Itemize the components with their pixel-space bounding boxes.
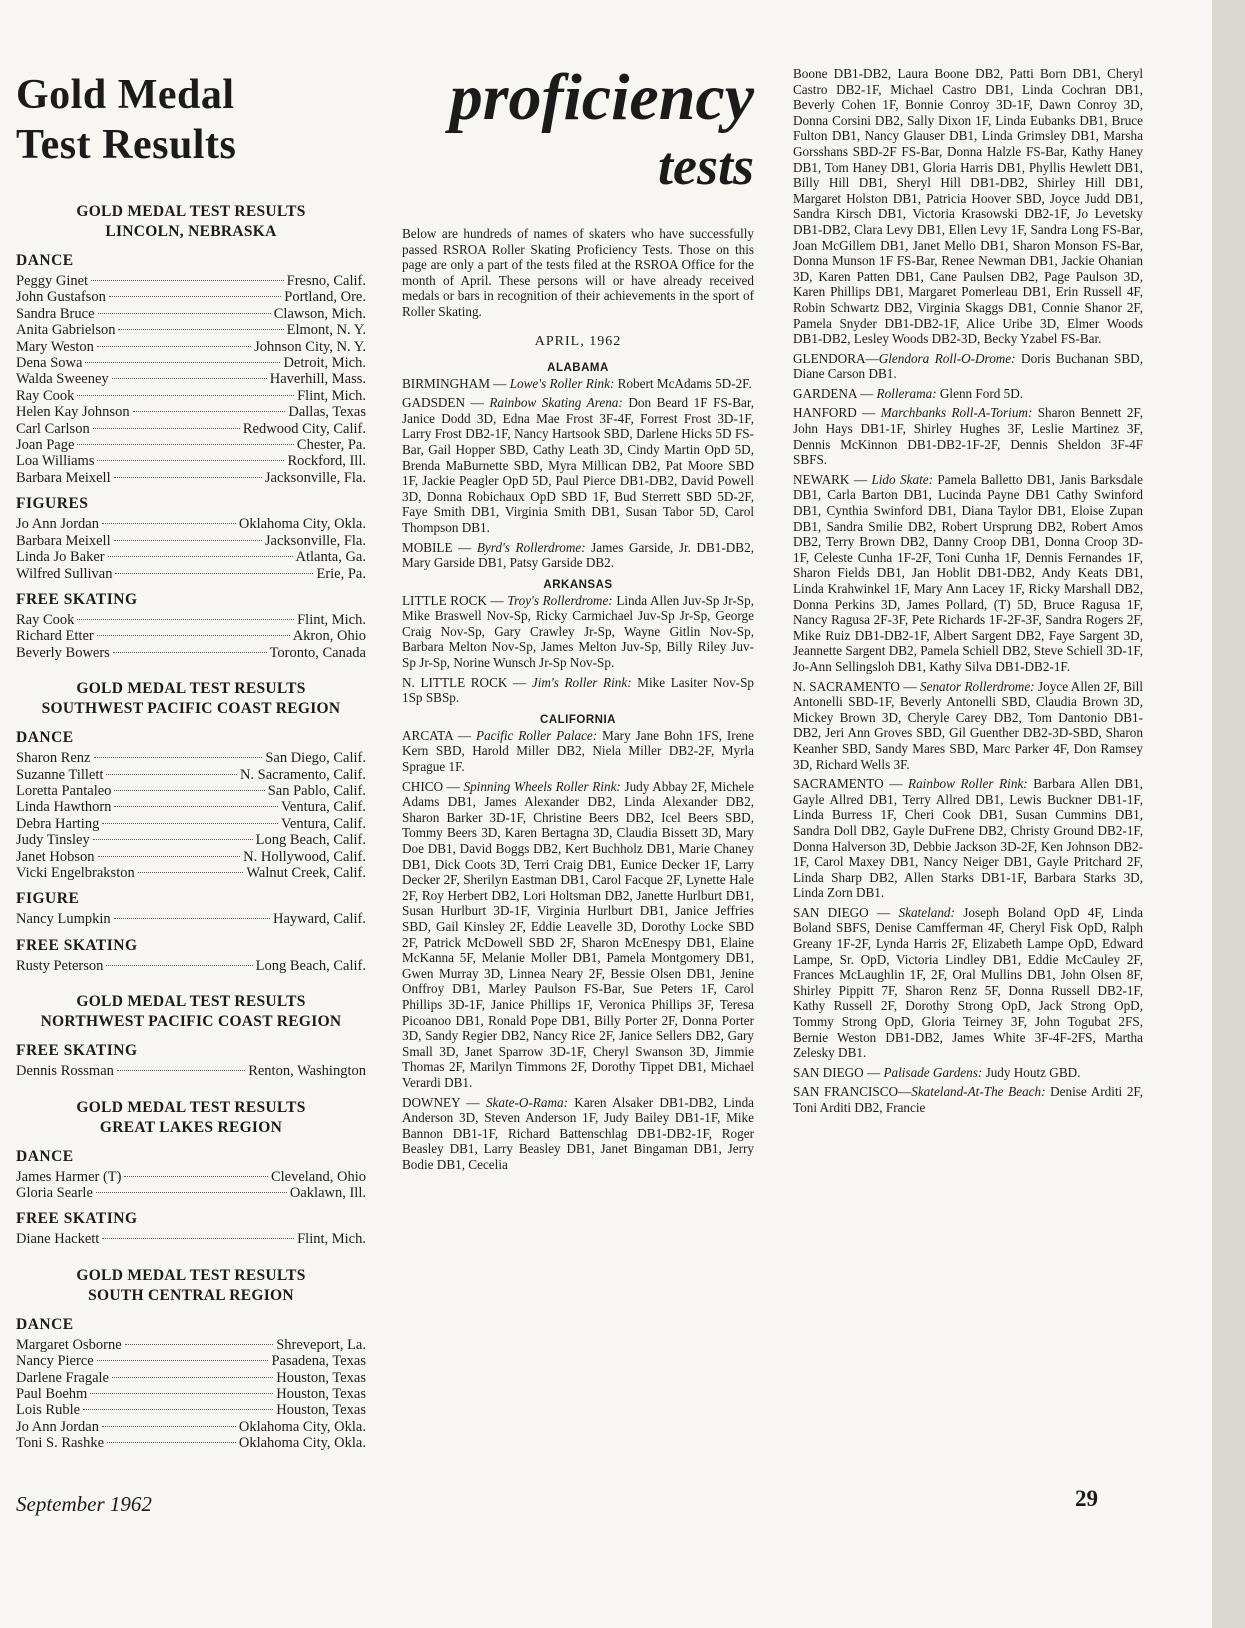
- skater-name: Barbara Meixell: [16, 532, 111, 549]
- skater-name: Judy Tinsley: [16, 832, 90, 849]
- result-row: [16, 549, 366, 565]
- skater-hometown: N. Sacramento, Calif.: [239, 766, 366, 783]
- section-heading: [16, 992, 366, 1032]
- rink-name: Marchbanks Roll-A-Torium:: [880, 405, 1033, 421]
- section-heading-line: GREAT LAKES REGION: [99, 1118, 283, 1136]
- rink-paragraph: [402, 1095, 754, 1173]
- result-row: [16, 322, 366, 338]
- dot-leader: [112, 378, 267, 379]
- category-heading: FIGURES: [16, 495, 89, 513]
- em-dash: —: [507, 674, 532, 690]
- issue-date: September 1962: [16, 1492, 152, 1516]
- skater-hometown: Elmont, N. Y.: [286, 322, 366, 339]
- dot-leader: [97, 1360, 269, 1361]
- title-line: Gold Medal: [16, 72, 235, 118]
- category-heading: FIGURE: [16, 890, 80, 908]
- category-heading: DANCE: [16, 729, 74, 747]
- skater-name: Sharon Renz: [16, 750, 91, 767]
- rink-paragraph: [402, 395, 754, 535]
- rink-name: Glendora Roll-O-Drome:: [878, 350, 1016, 366]
- dot-leader: [98, 856, 241, 857]
- rink-paragraph: [793, 386, 1143, 402]
- em-dash: —: [883, 776, 909, 792]
- dot-leader: [77, 395, 294, 396]
- skater-name: Loretta Pantaleo: [16, 782, 112, 799]
- state-heading: CALIFORNIA: [540, 713, 616, 726]
- result-row: [16, 421, 366, 437]
- section-heading: [16, 1266, 366, 1306]
- em-dash: —: [898, 1084, 912, 1100]
- skater-hometown: Jacksonville, Fla.: [264, 469, 366, 486]
- dot-leader: [117, 1070, 245, 1071]
- em-dash: —: [452, 539, 477, 555]
- skater-hometown: San Diego, Calif.: [265, 750, 366, 767]
- section-heading-line: LINCOLN, NEBRASKA: [105, 223, 277, 240]
- skater-hometown: Renton, Washington: [248, 1063, 366, 1080]
- skater-name: Joan Page: [16, 437, 75, 454]
- dot-leader: [97, 460, 284, 461]
- state-blocks: [402, 362, 754, 1173]
- result-row: [16, 355, 366, 371]
- category-heading: FREE SKATING: [16, 936, 138, 954]
- intro-paragraph: Below are hundreds of names of skaters who have successfully passed RSROA Roller Skating Proficiency Tests. Those on this page are only a part of the tests filed at the RSROA Office for the month of April. These persons will or have already received medals or bars in recognition of their achievements in the sport of Roller Skating.: [402, 226, 754, 319]
- rink-name: Rainbow Skating Arena:: [489, 395, 623, 411]
- section-heading-line: GOLD MEDAL TEST RESULTS: [76, 680, 306, 698]
- dot-leader: [102, 523, 236, 524]
- skater-name: Margaret Osborne: [16, 1336, 122, 1353]
- dot-leader: [93, 428, 240, 429]
- result-row: [16, 533, 366, 549]
- result-row: [16, 849, 366, 865]
- skater-name: Carl Carlson: [16, 420, 90, 437]
- skater-name: Janet Hobson: [16, 848, 95, 865]
- continued-column: [793, 66, 1143, 1120]
- dot-leader: [138, 872, 244, 873]
- skater-name: Linda Hawthorn: [16, 799, 112, 816]
- em-dash: —: [465, 395, 490, 411]
- dot-leader: [118, 329, 283, 330]
- result-row: [16, 628, 366, 644]
- skater-name: Diane Hackett: [16, 1231, 100, 1248]
- city-name: BIRMINGHAM: [402, 375, 490, 391]
- dot-leader: [125, 1344, 274, 1345]
- test-results-text: Linda Allen Juv-Sp Jr-Sp, Mike Braswell Nov-Sp, Ricky Carmichael Juv-Sp Jr-Sp, George Craig Nov-Sp, Gary Crawley Jr-Sp, Wayne Gitlin Nov-Sp, Barbara Melton Nov-Sp, James Melton Juv-Sp, Billy Riley Juv-Sp Jr-Sp, Norine Wunsch Jr-Sp Nov-Sp.: [402, 592, 755, 671]
- skater-hometown: N. Hollywood, Calif.: [243, 848, 366, 865]
- skater-hometown: Oklahoma City, Okla.: [238, 1435, 366, 1452]
- skater-hometown: Walnut Creek, Calif.: [246, 864, 366, 881]
- state-heading: ALABAMA: [547, 361, 609, 374]
- page-number: 29: [1075, 1486, 1098, 1511]
- dot-leader: [77, 444, 294, 445]
- em-dash: —: [899, 678, 921, 694]
- skater-hometown: Fresno, Calif.: [286, 273, 366, 289]
- dot-leader: [90, 1393, 273, 1394]
- test-results-text: Mike Lasiter Nov-Sp 1Sp SBSp.: [402, 674, 755, 706]
- skater-name: Lois Ruble: [16, 1402, 81, 1419]
- result-row: [16, 306, 366, 322]
- result-row: [16, 612, 366, 628]
- skater-hometown: Flint, Mich.: [297, 387, 366, 404]
- result-row: [16, 832, 366, 848]
- skater-name: Walda Sweeney: [16, 371, 109, 388]
- skater-hometown: Ventura, Calif.: [281, 799, 366, 816]
- test-results-text: Karen Alsaker DB1-DB2, Linda Anderson 3D, Steven Anderson 1F, Judy Bailey DB1-1F, Mike Bannon DB1-1F, Richard Battenschlag DB1-DB2-1F, Roger Beasley DB1, Larry Beasley DB1, Janet Bingaman DB1, Jerry Bodie DB1, Cecelia: [402, 1094, 755, 1172]
- title-line: Test Results: [16, 122, 237, 168]
- rink-paragraph: [402, 593, 754, 671]
- skater-name: Suzanne Tillett: [16, 766, 104, 783]
- skater-hometown: Atlanta, Ga.: [295, 549, 366, 566]
- rink-paragraph: [793, 679, 1143, 773]
- skater-hometown: Redwood City, Calif.: [242, 420, 366, 437]
- dot-leader: [107, 1442, 236, 1443]
- dot-leader: [114, 540, 262, 541]
- result-row: [16, 289, 366, 305]
- skater-hometown: Houston, Texas: [276, 1386, 366, 1403]
- rink-paragraph: [793, 405, 1143, 467]
- result-row: [16, 799, 366, 815]
- results-sections: [16, 202, 366, 1452]
- dot-leader: [102, 1426, 236, 1427]
- skater-hometown: Houston, Texas: [276, 1402, 366, 1419]
- section-heading-line: GOLD MEDAL TEST RESULTS: [76, 203, 306, 220]
- skater-hometown: Oklahoma City, Okla.: [238, 1418, 366, 1435]
- rink-paragraph: [402, 779, 754, 1091]
- rink-paragraph: [402, 675, 754, 706]
- result-row: [16, 388, 366, 404]
- test-results-text: Robert McAdams 5D-2F.: [617, 375, 752, 391]
- result-row: [16, 516, 366, 532]
- test-results-text: Barbara Allen DB1, Gayle Allred DB1, Terry Allred DB1, Lewis Buckner DB1-1F, Linda Burress 1F, Cheri Cook DB1, Susan Cummins DB1, Sandra Doll DB2, Gayle DuFrene DB2, Christy Ground DB2-1F, Donna Halverson 3D, Debbie Jackson 3D-2F, Ken Johnson DB2-1F, Carol Maxey DB1, Nancy Neiger DB1, Gayle Pritchard 2F, Linda Sharp DB2, Allen Starks DB1-1F, Barbara Starks 3D, Linda Zorn DB1.: [793, 776, 1143, 901]
- dot-leader: [83, 1409, 273, 1410]
- skater-name: Loa Williams: [16, 453, 95, 470]
- rink-name: Skate-O-Rama:: [485, 1094, 568, 1110]
- dot-leader: [114, 918, 270, 919]
- em-dash: —: [856, 385, 877, 401]
- skater-hometown: Haverhill, Mass.: [269, 371, 366, 388]
- skater-name: Peggy Ginet: [16, 273, 89, 289]
- city-name: ARCATA: [402, 727, 453, 743]
- city-name: DOWNEY: [402, 1094, 461, 1110]
- skater-hometown: Flint, Mich.: [297, 611, 366, 628]
- test-results-text: Doris Buchanan SBD, Diane Carson DB1.: [793, 350, 1143, 382]
- test-results-text: Judy Houtz GBD.: [985, 1064, 1081, 1080]
- city-name: NEWARK: [793, 471, 850, 487]
- dot-leader: [98, 313, 271, 314]
- skater-name: Ray Cook: [16, 387, 75, 404]
- dot-leader: [113, 652, 267, 653]
- skater-name: Vicki Engelbrakston: [16, 864, 135, 881]
- result-row: [16, 404, 366, 420]
- rink-paragraph: [793, 905, 1143, 1061]
- skater-hometown: Cleveland, Ohio: [270, 1168, 366, 1185]
- result-row: [16, 1435, 366, 1451]
- section-heading-line: GOLD MEDAL TEST RESULTS: [76, 993, 306, 1011]
- category-heading: FREE SKATING: [16, 1210, 138, 1228]
- page-edge: [1212, 0, 1245, 1628]
- proficiency-column: [402, 61, 755, 1176]
- rink-paragraph: [402, 540, 754, 571]
- result-row: [16, 437, 366, 453]
- section-heading-line: SOUTHWEST PACIFIC COAST REGION: [41, 700, 341, 718]
- test-results-text: Boone DB1-DB2, Laura Boone DB2, Patti Born DB1, Cheryl Castro DB2-1F, Michael Castro DB1, Linda Cochran DB1, Beverly Cohen 1F, Bonnie Conroy 3D-1F, Dawn Conroy 3D, Donna Corsini DB2, Sally Dixon 1F, Linda Eubanks DB1, Bruce Fulton DB1, Nancy Glauser DB1, Linda Grimsley DB1, Marsha Gorsshans SBD-2F FS-Bar, Donna Halzle FS-Bar, Kathy Haney DB1, Tom Haney DB1, Gloria Harris DB1, Phyllis Hewlett DB1, Billy Hill DB1, Sheryl Hill DB1-DB2, Shirley Hill DB1, Margaret Holston DB1, Patricia Hoover SBD, Joyce Judd DB1, Sandra Kirsch DB1, Victoria Krasowski DB2-1F, Jo Levetsky DB1-DB2, Clara Levy DB1, Ellen Levy 1F, Sandra Long FS-Bar, Joan McGillem DB1, Janet Mello DB1, Sharon Monson FS-Bar, Donna Munson 1F FS-Bar, Renee Newman DB1, Jackie Ohanian 3D, Karen Patten DB1, Cane Paulsen DB2, Page Paulson 3D, Karen Phillips DB1, Margaret Pomerleau DB1, Erin Russell 4F, Robin Schwartz DB2, Virginia Skaggs DB1, Connie Shanor 2F, Pamela Snyder DB1-DB2-1F, Alice Uribe 3D, Elmer Woods DB1-DB2, Lesley Woods DB2-3D, Becky Yzabel FS-Bar.: [793, 66, 1143, 347]
- dot-leader: [85, 362, 280, 363]
- skater-name: John Gustafson: [16, 289, 106, 306]
- city-name: SAN FRANCISCO: [793, 1084, 899, 1100]
- dot-leader: [97, 346, 251, 347]
- rink-paragraph: [402, 728, 754, 775]
- category-heading: DANCE: [16, 1147, 74, 1165]
- skater-name: James Harmer (T): [16, 1168, 122, 1185]
- dot-leader: [93, 839, 253, 840]
- result-row: [16, 1353, 366, 1369]
- skater-name: Dennis Rossman: [16, 1063, 114, 1080]
- tests-title: tests: [657, 136, 754, 196]
- city-name: SAN DIEGO: [793, 1064, 864, 1080]
- rink-paragraph: [793, 351, 1143, 382]
- em-dash: —: [460, 1094, 486, 1110]
- result-row: [16, 767, 366, 783]
- result-row: [16, 1402, 366, 1418]
- result-row: [16, 470, 366, 486]
- skater-hometown: Pasadena, Texas: [271, 1353, 366, 1370]
- skater-hometown: Rockford, Ill.: [287, 453, 366, 470]
- city-name: LITTLE ROCK: [402, 592, 487, 608]
- result-row: [16, 1419, 366, 1435]
- result-row: [16, 1185, 366, 1201]
- rink-name: Jim's Roller Rink:: [531, 674, 632, 690]
- city-name: GARDENA: [793, 385, 857, 401]
- rink-paragraph: [793, 776, 1143, 901]
- skater-hometown: Portland, Ore.: [284, 289, 366, 306]
- category-heading: DANCE: [16, 1315, 74, 1333]
- skater-name: Nancy Lumpkin: [16, 911, 111, 928]
- skater-name: Wilfred Sullivan: [16, 565, 113, 582]
- skater-hometown: Clawson, Mich.: [273, 305, 366, 322]
- rink-name: Senator Rollerdrome:: [920, 678, 1035, 694]
- dot-leader: [106, 774, 237, 775]
- city-name: SAN DIEGO: [793, 904, 869, 920]
- rink-name: Troy's Rollerdrome:: [507, 592, 613, 608]
- result-row: [16, 958, 366, 974]
- dot-leader: [94, 757, 263, 758]
- dot-leader: [112, 1377, 273, 1378]
- dot-leader: [133, 411, 286, 412]
- dot-leader: [109, 296, 281, 297]
- skater-hometown: Akron, Ohio: [292, 628, 366, 645]
- month-heading: APRIL, 1962: [534, 333, 622, 349]
- city-name: GLENDORA: [793, 350, 866, 366]
- skater-hometown: Long Beach, Calif.: [255, 957, 366, 974]
- skater-name: Beverly Bowers: [16, 644, 110, 661]
- result-row: [16, 911, 366, 927]
- skater-name: Jo Ann Jordan: [16, 516, 99, 533]
- rink-name: Skateland:: [898, 904, 955, 920]
- rink-name: Rollerama:: [876, 385, 937, 401]
- city-name: GADSDEN: [402, 395, 466, 411]
- skater-hometown: Shreveport, La.: [276, 1336, 366, 1353]
- section-heading-line: GOLD MEDAL TEST RESULTS: [76, 1266, 306, 1284]
- dot-leader: [124, 1176, 267, 1177]
- result-row: [16, 783, 366, 799]
- em-dash: —: [849, 471, 872, 487]
- rink-paragraph: [793, 472, 1143, 675]
- skater-hometown: Jacksonville, Fla.: [264, 532, 366, 549]
- skater-hometown: Detroit, Mich.: [283, 355, 366, 372]
- proficiency-title: proficiency: [449, 61, 754, 134]
- test-results-text: Joyce Allen 2F, Bill Antonelli SBD-1F, Beverly Antonelli SBD, Claudia Brown 3D, Mickey Brown 3D, Cheryle Carey DB2, Tom Dantonio DB1-DB2, Jeri Ann Groves SBD, Gil Guenther DB2-3D-SBD, Sharon Keanher SBD, Sandy Mares SBD, Marc Parker 4F, Don Ramsey 3D, Richard Wells 3F.: [793, 678, 1143, 772]
- rink-name: Spinning Wheels Roller Rink:: [463, 778, 621, 794]
- skater-hometown: Long Beach, Calif.: [255, 832, 366, 849]
- dot-leader: [102, 823, 278, 824]
- test-results-text: Glenn Ford 5D.: [939, 385, 1024, 401]
- skater-name: Paul Boehm: [16, 1386, 88, 1403]
- skater-hometown: Oaklawn, Ill.: [289, 1185, 366, 1201]
- result-row: [16, 1231, 366, 1247]
- skater-hometown: Ventura, Calif.: [281, 815, 366, 832]
- skater-hometown: Chester, Pa.: [296, 437, 366, 454]
- rink-name: Byrd's Rollerdrome:: [476, 539, 586, 555]
- skater-name: Toni S. Rashke: [16, 1435, 104, 1452]
- rink-paragraph: [793, 66, 1143, 347]
- skater-name: Gloria Searle: [16, 1185, 93, 1201]
- result-row: [16, 371, 366, 387]
- rink-name: Lowe's Roller Rink:: [509, 375, 615, 391]
- category-heading: DANCE: [16, 252, 74, 269]
- skater-name: Helen Kay Johnson: [16, 404, 130, 421]
- skater-name: Darlene Fragale: [16, 1369, 109, 1386]
- dot-leader: [106, 965, 252, 966]
- dot-leader: [91, 280, 284, 281]
- rink-name: Pacific Roller Palace:: [476, 727, 598, 743]
- section-heading: [16, 679, 366, 719]
- rink-paragraphs: [793, 66, 1143, 1116]
- skater-hometown: Houston, Texas: [276, 1369, 366, 1386]
- em-dash: —: [865, 350, 879, 366]
- rink-paragraph: [793, 1084, 1143, 1115]
- skater-name: Anita Gabrielson: [16, 322, 116, 339]
- result-row: [16, 1337, 366, 1353]
- result-row: [16, 865, 366, 881]
- dot-leader: [102, 1238, 294, 1239]
- skater-hometown: Hayward, Calif.: [272, 911, 366, 928]
- dot-leader: [114, 477, 262, 478]
- dot-leader: [114, 790, 264, 791]
- em-dash: —: [486, 592, 508, 608]
- skater-name: Nancy Pierce: [16, 1353, 94, 1370]
- result-row: [16, 1169, 366, 1185]
- skater-hometown: Erie, Pa.: [316, 565, 366, 582]
- skater-name: Debra Harting: [16, 815, 100, 832]
- skater-name: Jo Ann Jordan: [16, 1418, 99, 1435]
- rink-name: Skateland-At-The Beach:: [911, 1084, 1046, 1100]
- rink-name: Palisade Gardens:: [883, 1064, 983, 1080]
- dot-leader: [96, 1192, 287, 1193]
- dot-leader: [77, 619, 294, 620]
- em-dash: —: [452, 727, 477, 743]
- section-heading-line: SOUTH CENTRAL REGION: [88, 1286, 294, 1304]
- result-row: [16, 750, 366, 766]
- gold-medal-title: [16, 70, 366, 170]
- result-row: [16, 453, 366, 469]
- skater-name: Dena Sowa: [16, 355, 83, 372]
- city-name: MOBILE: [402, 539, 453, 555]
- skater-name: Sandra Bruce: [16, 305, 95, 322]
- test-results-text: Denise Arditi 2F, Toni Arditi DB2, Francie: [793, 1084, 1143, 1115]
- dot-leader: [114, 806, 278, 807]
- test-results-text: Don Beard 1F FS-Bar, Janice Dodd 3D, Edna Mae Frost 3F-4F, Forrest Frost 3D-1F, Larry Frost DB2-1F, Nancy Hartsook SBD, Darlene Hicks 5D FS-Bar, Gail Hopper SBD, Cathy Leath 3D, Cindy Martin OpD 5D, Brenda MaBurnette SBD, Myra Millican DB2, Pat Moore SBD 1F, Jackie Peagler OpD 5D, Paul Pierce DB1-DB2, David Powell 3D, Donna Robichaux OpD SBD 1F, Bud Sterrett SBD 5D-2F, Faye Smith DB1, Virginia Smith DB1, Susan Tabor 5D, Carol Thompson DB1.: [402, 395, 755, 535]
- dot-leader: [97, 635, 290, 636]
- city-name: HANFORD: [793, 405, 857, 421]
- skater-name: Richard Etter: [16, 628, 94, 645]
- skater-name: Linda Jo Baker: [16, 549, 105, 566]
- skater-hometown: Toronto, Canada: [269, 644, 366, 661]
- skater-hometown: San Pablo, Calif.: [267, 782, 366, 799]
- result-row: [16, 816, 366, 832]
- result-row: [16, 339, 366, 355]
- skater-hometown: Oklahoma City, Okla.: [238, 516, 366, 533]
- skater-name: Rusty Peterson: [16, 957, 104, 974]
- rink-paragraph: [402, 376, 754, 392]
- rink-name: Lido Skate:: [871, 471, 933, 487]
- city-name: N. LITTLE ROCK: [402, 674, 508, 690]
- result-row: [16, 566, 366, 582]
- em-dash: —: [856, 405, 881, 421]
- section-heading: [16, 202, 366, 242]
- skater-hometown: Flint, Mich.: [297, 1231, 366, 1248]
- skater-hometown: Johnson City, N. Y.: [254, 338, 366, 355]
- category-heading: FREE SKATING: [16, 590, 138, 608]
- result-row: [16, 645, 366, 661]
- test-results-text: Judy Abbay 2F, Michele Adams DB1, James Alexander DB2, Linda Alexander DB2, Sharon Barker 3D-1F, Christine Beers DB2, Icel Beers SBD, Tommy Beers 3D, Karen Bertagna 3D, Claudia Bissett 3D, Mary Doe DB1, David Boggs DB2, Kert Buchholz DB1, Marie Chaney DB1, Dick Coots 3D, Terri Craig DB1, Eunice Decker 1F, Larry Decker 2F, Sherilyn Eastman DB1, Carol Facque 2F, Lynette Hale 2F, Roy Herbert DB2, Lori Holtsman DB2, Janette Hurlburt DB1, Susan Hurlburt 3D-1F, Virginia Hurlburt DB1, Janice Jeffries SBD, Gail Kinsley 2F, Eddie Leavelle 3D, Dorothy Locke SBD 2F, Patrick McDowell SBD 2F, Sharon McEnespy DB1, Elaine McKanna 5F, Melanie Moller DB1, Pamela Montgomery DB1, Gwen Murray 3D, Linnea Neary 2F, Bessie Olsen DB1, Jenine Onffroy DB1, Marley Paulson FS-Bar, Sue Peters 1F, Carol Phillips 3D-1F, Janice Phillips 1F, Veronica Phillips 3F, Teresa Picoanoo DB1, Ronald Pope DB1, Billy Porter 2F, Donna Porter 3D, Sandy Regier DB2, Nancy Rice 2F, Janice Sellers DB2, Gary Small 3D, Janet Sparrow 3D-1F, Cheryl Swanson 3D, Jimmie Thomas 2F, Marilyn Timmons 2F, Dorothy Tippet DB1, Michael Verardi DB1.: [402, 778, 755, 1090]
- em-dash: —: [868, 904, 899, 920]
- test-results-text: Joseph Boland OpD 4F, Linda Boland SBFS, Denise Camfferman 4F, Cheryl Fisk OpD, Ralph Greany 1F-2F, Lynda Harris 2F, Elizabeth Lampe OpD, Edward Lampe, Sr. OpD, Victoria Lindley DB1, Eddie McCauley 2F, Frances McLaughlin 1F, 2F, Oral Mullins DB1, John Olsen 8F, Shirley Pippitt 7F, Sharon Renz 5F, Donna Russell DB2-1F, Kathy Russell 2F, Dorothy Strong OpD, Jack Strong OpD, Tommy Strong OpD, Gloria Teirney 3F, John Togubat 2FS, Bernie Weston DB1-DB2, James White 3F-4F-2FS, Martha Zelesky DB1.: [793, 904, 1144, 1061]
- section-heading-line: GOLD MEDAL TEST RESULTS: [76, 1098, 306, 1116]
- em-dash: —: [443, 778, 464, 794]
- rink-paragraph: [793, 1065, 1143, 1081]
- skater-hometown: Dallas, Texas: [288, 404, 366, 421]
- test-results-text: James Garside, Jr. DB1-DB2, Mary Garside DB1, Patsy Garside DB2.: [402, 539, 754, 571]
- test-results-text: Pamela Balletto DB1, Janis Barksdale DB1, Carla Barton DB1, Lucinda Payne DB1 Cathy Swinford DB1, Cynthia Swinford DB1, Diana Taylor DB1, Eloise Zupan DB1, Sandra Smilie DB2, Robert Ursprung DB2, Robert Amos DB2, Terry Brown DB2, Danny Croop DB1, Donna Croop 3D-1F, Celeste Cunha 1F-2F, Toni Cunha 1F, Dennis Fernandes 1F, Sharon Fields DB1, Jan Hoblit DB1-DB2, Andy Keats DB1, Linda Krahwinkel 1F, Mary Ann Lacey 1F, Ricky Marshall DB2, Donna Perkins 3D, James Pollard, (T) 5D, Bruce Ragusa 1F, Nancy Ragusa 2F-3F, Pete Richards 1F-2F-3F, Sandra Rogers 2F, Mike Ruiz DB1-DB2-1F, Albert Sargent DB2, Faye Sargent 3D, Jeannette Sargent DB2, Pamela Schiell DB2, Steve Schiell 3D-1F, Jo-Ann Sellingsloh DB1, Kathy Silva DB1-DB2-1F.: [793, 471, 1143, 674]
- rink-name: Rainbow Roller Rink:: [908, 776, 1028, 792]
- space: [955, 905, 963, 920]
- test-results-text: Sharon Bennett 2F, John Hays DB1-1F, Shirley Hughes 3F, Leslie Martinez 3F, Dennis McKinnon DB1-DB2-1F-2F, Dennis Sheldon 3F-4F SBFS.: [793, 405, 1144, 468]
- test-results-text: Mary Jane Bohn 1FS, Irene Kern SBD, Harold Miller DB2, Niela Miller DB2-2F, Myrla Sprague 1F.: [402, 727, 754, 775]
- dot-leader: [108, 556, 293, 557]
- result-row: [16, 1063, 366, 1079]
- city-name: N. SACRAMENTO: [793, 678, 900, 694]
- dot-leader: [115, 573, 313, 574]
- result-row: [16, 1386, 366, 1402]
- gold-medal-column: [16, 66, 366, 1452]
- em-dash: —: [489, 375, 510, 391]
- result-row: [16, 273, 366, 289]
- skater-name: Ray Cook: [16, 611, 75, 628]
- section-heading-line: NORTHWEST PACIFIC COAST REGION: [40, 1013, 342, 1031]
- category-heading: FREE SKATING: [16, 1042, 138, 1060]
- skater-name: Barbara Meixell: [16, 469, 111, 486]
- em-dash: —: [863, 1064, 884, 1080]
- skater-name: Mary Weston: [16, 338, 94, 355]
- section-heading: [16, 1098, 366, 1138]
- city-name: CHICO: [402, 778, 444, 794]
- result-row: [16, 1370, 366, 1386]
- city-name: SACRAMENTO: [793, 776, 884, 792]
- state-heading: ARKANSAS: [543, 578, 613, 591]
